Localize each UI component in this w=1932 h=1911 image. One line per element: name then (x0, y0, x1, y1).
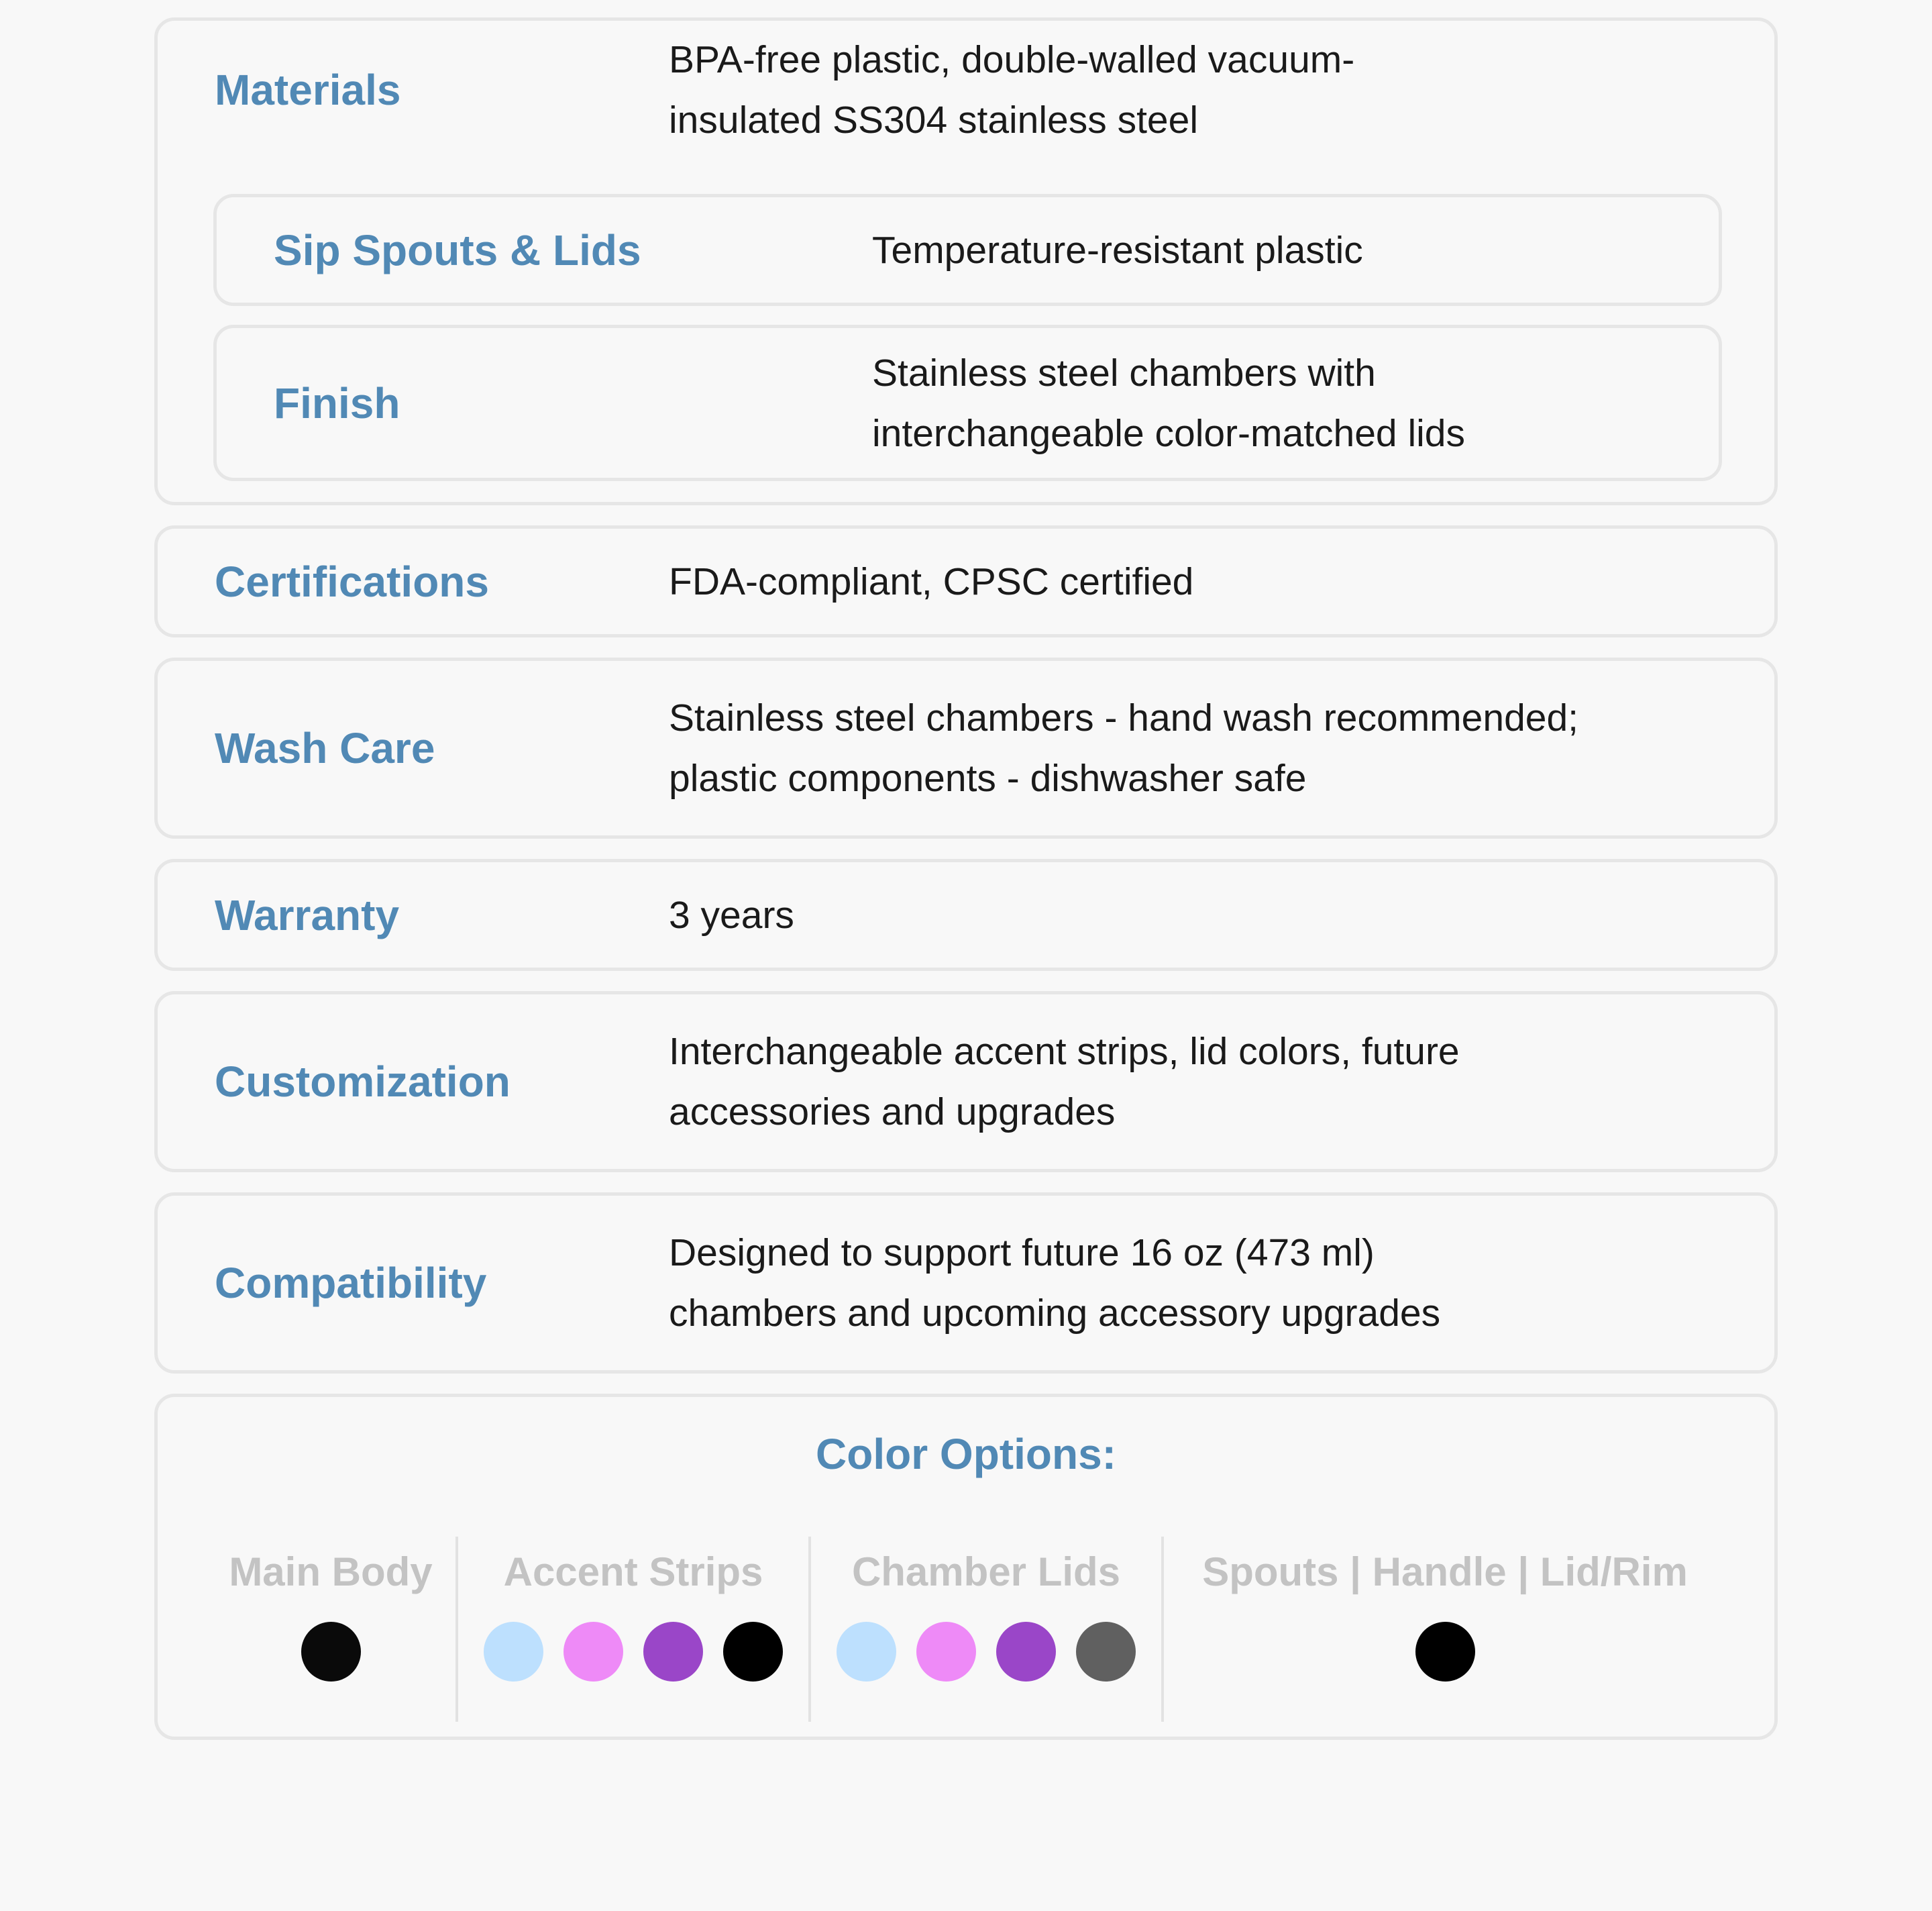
color-swatch[interactable] (837, 1622, 896, 1682)
finish-label: Finish (274, 378, 400, 427)
sip-spouts-lids-value: Temperature-resistant plastic (872, 228, 1363, 272)
color-swatch[interactable] (1415, 1622, 1475, 1682)
sub-spec-sip-spouts-lids (213, 194, 1722, 306)
color-swatch[interactable] (1076, 1622, 1136, 1682)
color-swatch[interactable] (484, 1622, 543, 1682)
warranty-value: 3 years (669, 893, 794, 937)
swatch-row (837, 1622, 1136, 1682)
compatibility-label: Compatibility (215, 1259, 487, 1307)
color-swatch[interactable] (723, 1622, 783, 1682)
materials-label: Materials (215, 66, 401, 114)
color-swatch[interactable] (996, 1622, 1056, 1682)
color-group-label: Main Body (229, 1549, 433, 1594)
swatch-row (301, 1622, 361, 1682)
finish-value: Stainless steel chambers with interchangeable color-matched lids (872, 351, 1466, 455)
color-group-main-body (206, 1537, 455, 1722)
color-swatch[interactable] (916, 1622, 976, 1682)
sip-spouts-lids-label: Sip Spouts & Lids (274, 225, 641, 274)
color-groups (206, 1537, 1726, 1722)
certifications-card (154, 525, 1778, 637)
color-group-label: Accent Strips (503, 1549, 763, 1594)
customization-value: Interchangeable accent strips, lid colors, future accessories and upgrades (669, 1030, 1460, 1133)
customization-label: Customization (215, 1057, 511, 1106)
materials-card (154, 17, 1778, 505)
wash-care-card (154, 658, 1778, 839)
color-swatch[interactable] (301, 1622, 361, 1682)
warranty-card (154, 859, 1778, 971)
swatch-row (484, 1622, 783, 1682)
color-group-accent-strips (455, 1537, 808, 1722)
color-options-card (154, 1394, 1778, 1740)
compatibility-card (154, 1192, 1778, 1374)
wash-care-label: Wash Care (215, 724, 435, 772)
color-options-title: Color Options: (816, 1430, 1116, 1478)
compatibility-value: Designed to support future 16 oz (473 ml) chambers and upcoming accessory upgrades (669, 1231, 1441, 1335)
color-group-label: Spouts | Handle | Lid/Rim (1202, 1549, 1688, 1594)
color-group-spouts-handle-lid-rim (1161, 1537, 1726, 1722)
color-group-chamber-lids (808, 1537, 1161, 1722)
materials-value: BPA-free plastic, double-walled vacuum- insulated SS304 stainless steel (669, 38, 1355, 142)
color-swatch[interactable] (643, 1622, 703, 1682)
spec-sheet (154, 17, 1778, 1760)
warranty-label: Warranty (215, 890, 400, 939)
swatch-row (1415, 1622, 1475, 1682)
sub-spec-finish (213, 325, 1722, 481)
certifications-label: Certifications (215, 557, 489, 606)
color-group-label: Chamber Lids (851, 1549, 1121, 1594)
certifications-value: FDA-compliant, CPSC certified (669, 560, 1194, 603)
color-swatch[interactable] (564, 1622, 623, 1682)
customization-card (154, 991, 1778, 1172)
wash-care-value: Stainless steel chambers - hand wash recommended; plastic components - dishwasher safe (669, 696, 1579, 800)
